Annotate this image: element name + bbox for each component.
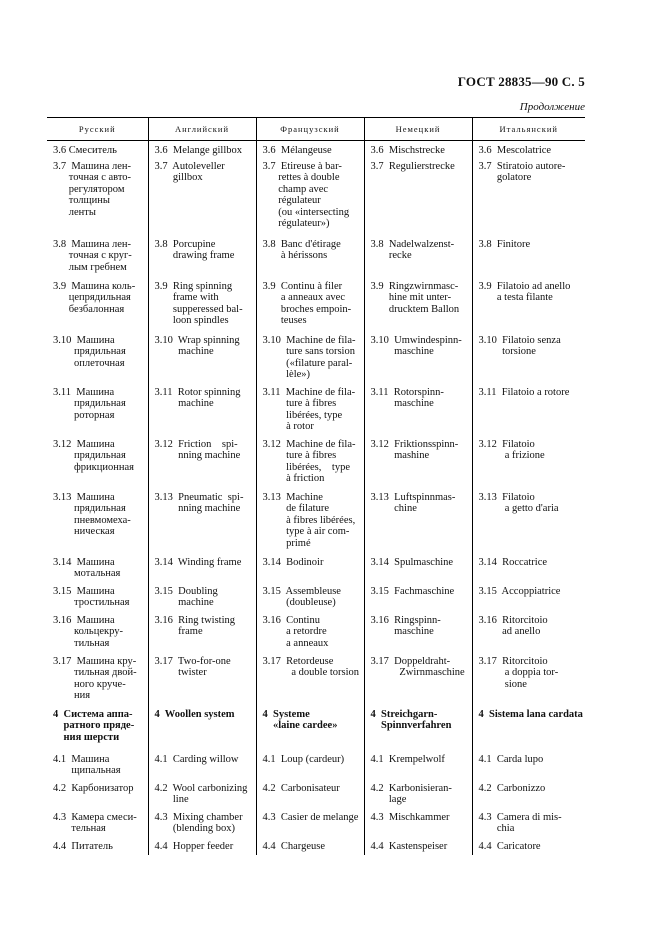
table-row — [47, 582, 585, 611]
cell-french: 3.17 Retordeuse a double torsion — [256, 652, 364, 705]
cell-italian: 3.17 Ritorcitoio a doppia tor- sione — [472, 652, 585, 705]
table-row — [47, 837, 585, 855]
cell-italian: 4.4 Caricatore — [472, 837, 585, 855]
cell-italian: 4.2 Carbonizzo — [472, 779, 585, 808]
column-header-italian: Итальянский — [472, 118, 585, 141]
cell-french: 4.2 Carbonisateur — [256, 779, 364, 808]
table-row — [47, 553, 585, 582]
cell-russian: 4.3 Камера смеси- тельная — [53, 811, 137, 834]
table-row — [47, 277, 585, 331]
cell-italian: 3.8 Finitore — [472, 235, 585, 277]
table-row — [47, 157, 585, 235]
cell-italian: 3.16 Ritorcitoio ad anello — [472, 611, 585, 652]
terms-table — [47, 117, 585, 855]
cell-german: 3.17 Doppeldraht- Zwirnmaschine — [364, 652, 472, 705]
cell-russian: 3.14 Машина мотальная — [53, 556, 121, 579]
cell-italian: 3.13 Filatoio a getto d'aria — [472, 488, 585, 553]
cell-italian: 3.10 Filatoio senza torsione — [472, 331, 585, 383]
column-header-german: Немецкий — [364, 118, 472, 141]
cell-french: 3.16 Continu a retordre a anneaux — [256, 611, 364, 652]
cell-italian: 3.12 Filatoio a frizione — [472, 435, 585, 488]
cell-russian: 3.9 Машина коль- цепрядильная безбалонная — [53, 280, 136, 315]
cell-french: 3.15 Assembleuse (doubleuse) — [256, 582, 364, 611]
cell-russian: 4.4 Питатель — [53, 840, 113, 852]
table-header-row — [47, 118, 585, 141]
table-row — [47, 141, 585, 157]
cell-english: 3.9 Ring spinning frame with supperessed bal- loon spindles — [148, 277, 256, 331]
cell-russian: 3.17 Машина кру- тильная двой- ного круче- ния — [53, 655, 137, 701]
cell-french: 3.9 Continu à filer a anneaux avec broches empoin- teuses — [256, 277, 364, 331]
cell-french: 3.14 Bodinoir — [256, 553, 364, 582]
cell-french: 3.12 Machine de fila- ture à fibres libérées, type à friction — [256, 435, 364, 488]
cell-german: 3.7 Regulierstrecke — [364, 157, 472, 235]
cell-russian: 3.11 Машина прядильная роторная — [53, 386, 126, 421]
table-row — [47, 779, 585, 808]
cell-german: 3.14 Spulmaschine — [364, 553, 472, 582]
cell-english: 3.7 Autoleveller gillbox — [148, 157, 256, 235]
cell-german: 4.1 Krempelwolf — [364, 750, 472, 779]
cell-italian: 3.7 Stiratoio autore- golatore — [472, 157, 585, 235]
cell-german: 4.3 Mischkammer — [364, 808, 472, 837]
cell-italian: 3.15 Accoppiatrice — [472, 582, 585, 611]
cell-german: 3.9 Ringzwirnmasc- hine mit unter- drucktem Ballon — [364, 277, 472, 331]
cell-italian: 3.14 Roccatrice — [472, 553, 585, 582]
cell-russian: 3.13 Машина прядильная пневмомеха- ническая — [53, 491, 131, 537]
cell-german: 4 Streichgarn- Spinnverfahren — [364, 705, 472, 750]
column-header-russian: Русский — [47, 118, 148, 141]
cell-russian: 3.10 Машина прядильная оплеточная — [53, 334, 126, 369]
cell-english: 3.17 Two-for-one twister — [148, 652, 256, 705]
cell-french: 3.13 Machine de filature à fibres libérées, type à air com- primé — [256, 488, 364, 553]
cell-english: 3.12 Friction spi- nning machine — [148, 435, 256, 488]
cell-german: 3.13 Luftspinnmas- chine — [364, 488, 472, 553]
cell-german: 3.6 Mischstrecke — [364, 141, 472, 157]
cell-russian: 4.1 Машина щипальная — [53, 753, 121, 776]
cell-french: 4 Systeme «laine cardee» — [256, 705, 364, 750]
table-row — [47, 611, 585, 652]
cell-french: 3.11 Machine de fila- ture à fibres libérées, type à rotor — [256, 383, 364, 435]
cell-english: 4.4 Hopper feeder — [148, 837, 256, 855]
cell-italian: 3.9 Filatoio ad anello a testa filante — [472, 277, 585, 331]
cell-english: 3.10 Wrap spinning machine — [148, 331, 256, 383]
cell-russian: 4.2 Карбонизатор — [53, 782, 134, 794]
table-row — [47, 750, 585, 779]
cell-french: 4.3 Casier de melange — [256, 808, 364, 837]
cell-german: 3.16 Ringspinn- maschine — [364, 611, 472, 652]
cell-french: 4.1 Loup (cardeur) — [256, 750, 364, 779]
cell-french: 3.6 Mélangeuse — [256, 141, 364, 157]
cell-german: 4.4 Kastenspeiser — [364, 837, 472, 855]
cell-italian: 4 Sistema lana cardata — [472, 705, 585, 750]
cell-french: 4.4 Chargeuse — [256, 837, 364, 855]
cell-english: 4.1 Carding willow — [148, 750, 256, 779]
cell-french: 3.7 Etireuse à bar- rettes à double champ avec régulateur (ou «intersecting régulateur») — [256, 157, 364, 235]
cell-english: 3.15 Doubling machine — [148, 582, 256, 611]
cell-english: 3.16 Ring twisting frame — [148, 611, 256, 652]
table-row — [47, 235, 585, 277]
cell-german: 3.15 Fachmaschine — [364, 582, 472, 611]
table-row — [47, 652, 585, 705]
table-row — [47, 435, 585, 488]
cell-english: 3.11 Rotor spinning machine — [148, 383, 256, 435]
cell-german: 3.8 Nadelwalzenst- recke — [364, 235, 472, 277]
cell-russian: 3.8 Машина лен- точная с круг- лым гребнем — [53, 238, 132, 273]
cell-french: 3.10 Machine de fila- ture sans torsion («filature paral- lèle») — [256, 331, 364, 383]
column-header-english: Английский — [148, 118, 256, 141]
cell-english: 3.8 Porcupine drawing frame — [148, 235, 256, 277]
cell-italian: 3.11 Filatoio a rotore — [472, 383, 585, 435]
cell-italian: 4.3 Camera di mis- chia — [472, 808, 585, 837]
cell-russian: 3.15 Машина тростильная — [53, 585, 130, 608]
cell-german: 3.10 Umwindespinn- maschine — [364, 331, 472, 383]
table-row — [47, 488, 585, 553]
cell-english: 4 Woollen system — [148, 705, 256, 750]
cell-german: 4.2 Karbonisieran- lage — [364, 779, 472, 808]
cell-russian: 3.12 Машина прядильная фрикционная — [53, 438, 134, 473]
table-row — [47, 383, 585, 435]
cell-russian: 3.7 Машина лен- точная с авто- регулятором толщины ленты — [53, 160, 132, 218]
cell-german: 3.11 Rotorspinn- maschine — [364, 383, 472, 435]
cell-english: 3.6 Melange gillbox — [148, 141, 256, 157]
table-row — [47, 808, 585, 837]
column-header-french: Французский — [256, 118, 364, 141]
continuation-label: Продолжение — [519, 101, 585, 113]
table-body — [47, 141, 585, 855]
cell-english: 4.2 Wool carbonizing line — [148, 779, 256, 808]
page-header: ГОСТ 28835—90 С. 5 — [457, 74, 585, 89]
cell-french: 3.8 Banc d'étirage à hérissons — [256, 235, 364, 277]
cell-english: 4.3 Mixing chamber (blending box) — [148, 808, 256, 837]
table-row — [47, 705, 585, 750]
cell-russian: 3.16 Машина кольцекру- тильная — [53, 614, 123, 649]
cell-italian: 3.6 Mescolatrice — [472, 141, 585, 157]
cell-russian: 3.6 Смеситель — [53, 145, 117, 156]
table-row — [47, 331, 585, 383]
cell-russian: 4 Система аппа- ратного пряде- ния шерсти — [53, 708, 135, 743]
cell-english: 3.14 Winding frame — [148, 553, 256, 582]
cell-german: 3.12 Friktionsspinn- mashine — [364, 435, 472, 488]
cell-italian: 4.1 Carda lupo — [472, 750, 585, 779]
cell-english: 3.13 Pneumatic spi- nning machine — [148, 488, 256, 553]
